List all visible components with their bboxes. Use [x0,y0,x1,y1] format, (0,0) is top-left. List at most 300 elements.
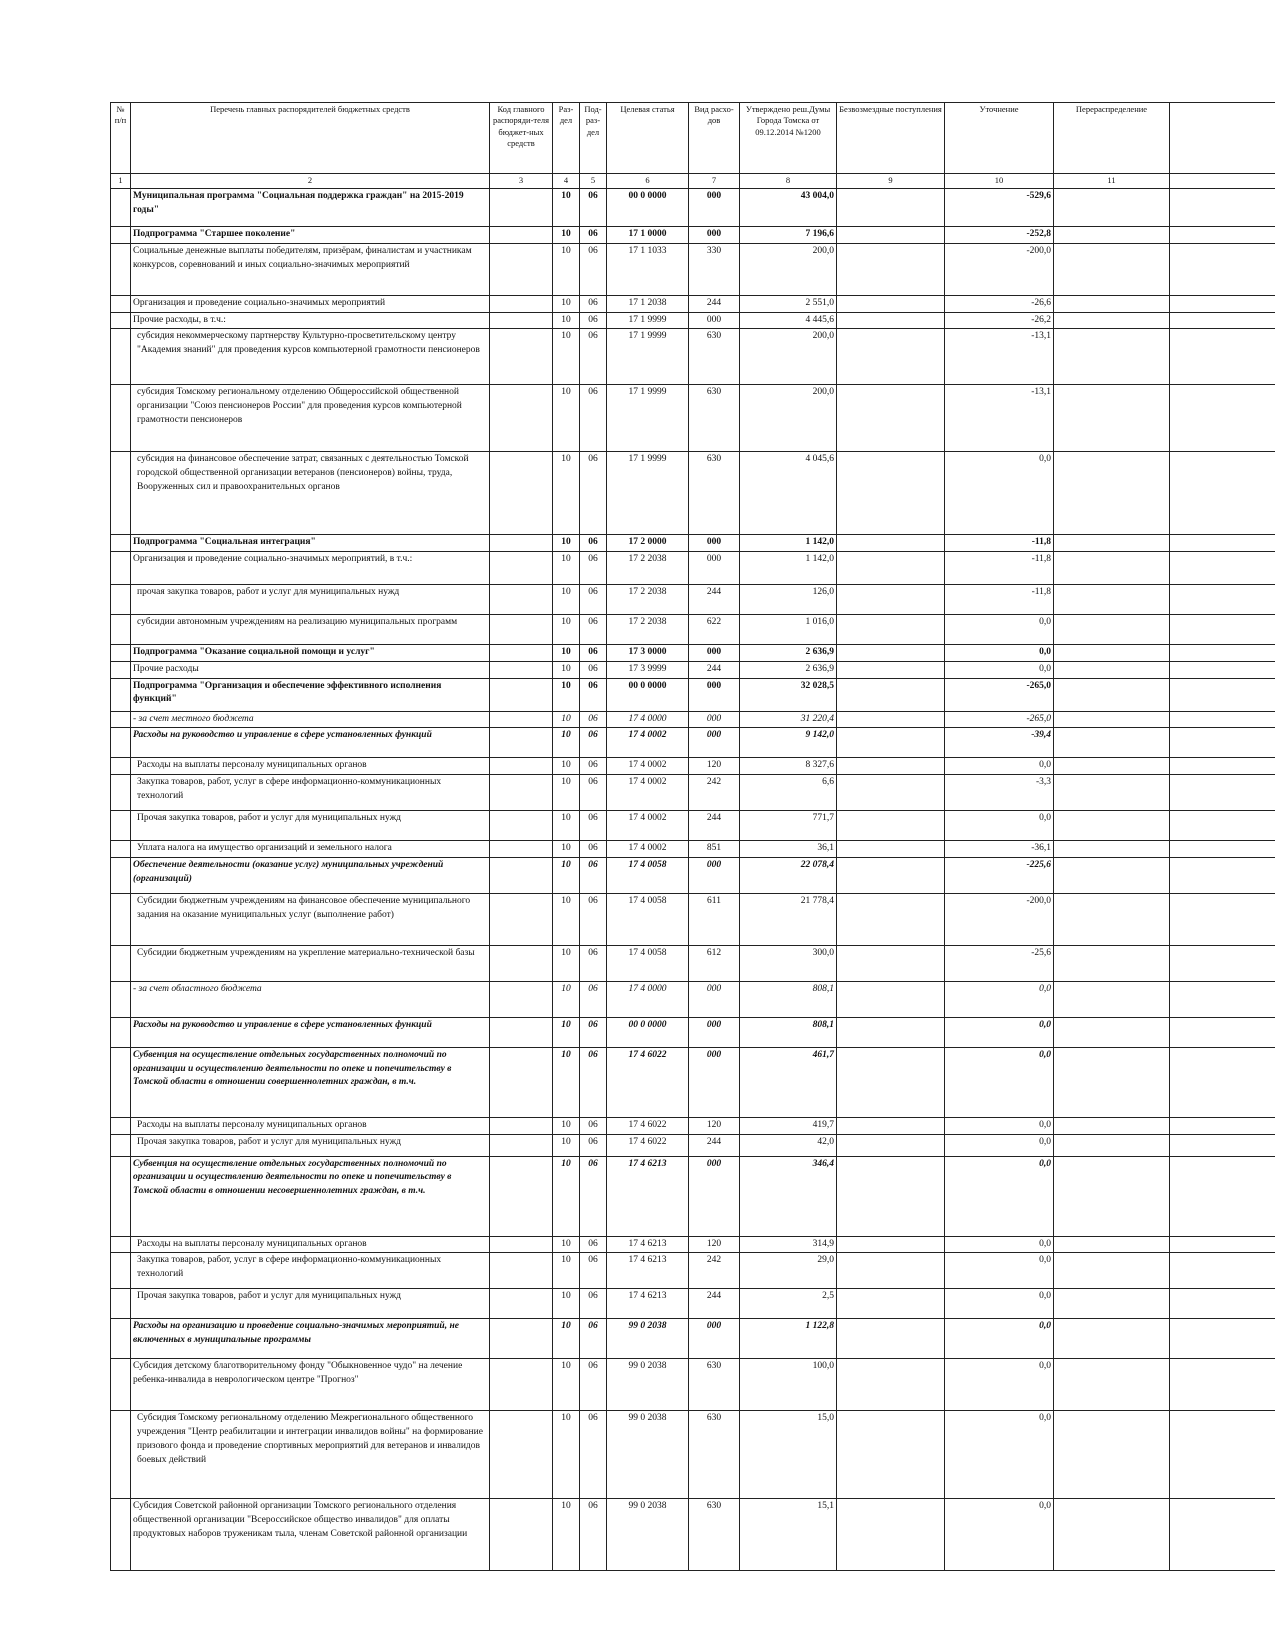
row-target-article: 17 4 6022 [607,1134,689,1156]
row-redistribution [1054,312,1170,329]
row-number [111,678,131,711]
row-grants [837,893,945,945]
row-approved-amount: 21 778,4 [740,893,837,945]
row-number [111,758,131,775]
row-extra [1170,535,1275,552]
row-number [111,775,131,811]
row-number [111,552,131,585]
row-extra [1170,552,1275,585]
row-number [111,535,131,552]
col-number: 10 [945,174,1054,189]
row-extra [1170,227,1275,244]
row-expense-type: 244 [689,295,740,312]
row-subsection: 06 [580,312,607,329]
row-expense-type: 244 [689,661,740,678]
row-expense-type: 000 [689,678,740,711]
row-target-article: 17 1 9999 [607,329,689,385]
row-approved-amount: 2,5 [740,1289,837,1319]
row-subsection: 06 [580,1117,607,1134]
row-expense-type: 000 [689,535,740,552]
row-manager-code [490,1134,553,1156]
row-manager-code [490,811,553,841]
row-grants [837,1156,945,1236]
row-subsection: 06 [580,758,607,775]
row-update-amount: -200,0 [945,243,1054,295]
row-expense-type: 630 [689,452,740,535]
table-row [111,585,1275,615]
row-redistribution [1054,841,1170,858]
row-approved-amount: 22 078,4 [740,857,837,893]
row-number [111,243,131,295]
row-redistribution [1054,981,1170,1017]
budget-table [110,102,1275,1571]
row-target-article: 99 0 2038 [607,1319,689,1359]
row-approved-amount: 200,0 [740,329,837,385]
row-extra [1170,1253,1275,1289]
col-header-grants: Безвозмездные поступления [837,103,945,174]
row-extra [1170,1411,1275,1499]
col-number: 3 [490,174,553,189]
row-redistribution [1054,585,1170,615]
row-grants [837,728,945,758]
row-redistribution [1054,945,1170,981]
row-manager-code [490,775,553,811]
col-header-section: Раз-дел [553,103,580,174]
row-section: 10 [553,1411,580,1499]
row-manager-code [490,552,553,585]
row-grants [837,678,945,711]
row-name: Субвенция на осуществление отдельных государственных полномочий по организации и осуществлению деятельности по опеке и попечительству в Томской области в отношении совершеннолетних граждан, в т.ч. [131,1047,490,1117]
row-number [111,189,131,227]
row-subsection: 06 [580,1017,607,1047]
row-target-article: 17 4 0002 [607,775,689,811]
row-name: Подпрограмма "Старшее поколение" [131,227,490,244]
row-update-amount: 0,0 [945,1117,1054,1134]
table-row [111,1047,1275,1117]
row-subsection: 06 [580,893,607,945]
row-section: 10 [553,1156,580,1236]
row-manager-code [490,189,553,227]
row-name: субсидия Томскому региональному отделению Общероссийской общественной организации "Союз пенсионеров России" для проведения курсов компьютерной грамотности пенсионеров [131,385,490,452]
row-approved-amount: 2 636,9 [740,661,837,678]
row-target-article: 99 0 2038 [607,1359,689,1411]
row-subsection: 06 [580,1253,607,1289]
row-target-article: 17 4 0002 [607,728,689,758]
row-update-amount: 0,0 [945,981,1054,1017]
row-target-article: 00 0 0000 [607,1017,689,1047]
row-expense-type: 630 [689,1499,740,1571]
row-number [111,1134,131,1156]
row-redistribution [1054,1411,1170,1499]
row-manager-code [490,1289,553,1319]
row-name: Организация и проведение социально-значимых мероприятий, в т.ч.: [131,552,490,585]
table-row [111,1253,1275,1289]
row-target-article: 17 2 0000 [607,535,689,552]
row-number [111,1289,131,1319]
row-approved-amount: 1 142,0 [740,552,837,585]
row-approved-amount: 200,0 [740,243,837,295]
row-grants [837,841,945,858]
row-manager-code [490,452,553,535]
table-row [111,1117,1275,1134]
row-extra [1170,1289,1275,1319]
row-manager-code [490,535,553,552]
row-target-article: 17 4 0002 [607,758,689,775]
row-extra [1170,452,1275,535]
row-manager-code [490,711,553,728]
row-approved-amount: 314,9 [740,1236,837,1253]
row-target-article: 17 4 6213 [607,1156,689,1236]
row-approved-amount: 126,0 [740,585,837,615]
row-number [111,312,131,329]
row-manager-code [490,1236,553,1253]
row-manager-code [490,329,553,385]
row-extra [1170,857,1275,893]
row-expense-type: 120 [689,758,740,775]
row-name: Расходы на выплаты персоналу муниципальных органов [131,1236,490,1253]
row-subsection: 06 [580,329,607,385]
row-update-amount: 0,0 [945,645,1054,662]
row-approved-amount: 15,1 [740,1499,837,1571]
table-row [111,811,1275,841]
row-manager-code [490,1499,553,1571]
row-approved-amount: 29,0 [740,1253,837,1289]
table-row [111,329,1275,385]
row-expense-type: 244 [689,1134,740,1156]
row-redistribution [1054,893,1170,945]
row-section: 10 [553,1289,580,1319]
row-update-amount: -252,8 [945,227,1054,244]
row-extra [1170,758,1275,775]
row-expense-type: 000 [689,728,740,758]
row-name: Субсидии бюджетным учреждениям на финансовое обеспечение муниципального задания на оказание муниципальных услуг (выполнение работ) [131,893,490,945]
row-number [111,645,131,662]
row-name: Организация и проведение социально-значимых мероприятий [131,295,490,312]
row-grants [837,329,945,385]
row-subsection: 06 [580,585,607,615]
row-subsection: 06 [580,1134,607,1156]
row-approved-amount: 15,0 [740,1411,837,1499]
row-name: Закупка товаров, работ, услуг в сфере информационно-коммуникационных технологий [131,1253,490,1289]
row-section: 10 [553,758,580,775]
row-expense-type: 622 [689,615,740,645]
row-grants [837,1253,945,1289]
table-row [111,1411,1275,1499]
row-grants [837,295,945,312]
row-redistribution [1054,535,1170,552]
col-number: 8 [740,174,837,189]
row-extra [1170,295,1275,312]
row-name: Закупка товаров, работ, услуг в сфере информационно-коммуникационных технологий [131,775,490,811]
row-section: 10 [553,243,580,295]
row-section: 10 [553,841,580,858]
row-section: 10 [553,1047,580,1117]
row-number [111,841,131,858]
row-redistribution [1054,227,1170,244]
row-section: 10 [553,552,580,585]
row-update-amount: -3,3 [945,775,1054,811]
row-name: прочая закупка товаров, работ и услуг для муниципальных нужд [131,585,490,615]
row-update-amount: -265,0 [945,711,1054,728]
row-approved-amount: 419,7 [740,1117,837,1134]
row-subsection: 06 [580,1359,607,1411]
table-row [111,758,1275,775]
row-subsection: 06 [580,1319,607,1359]
row-approved-amount: 8 327,6 [740,758,837,775]
table-row [111,645,1275,662]
row-redistribution [1054,1117,1170,1134]
row-target-article: 17 1 0000 [607,227,689,244]
row-manager-code [490,841,553,858]
row-grants [837,1499,945,1571]
row-target-article: 17 4 6213 [607,1236,689,1253]
row-target-article: 17 1 9999 [607,452,689,535]
row-subsection: 06 [580,711,607,728]
row-target-article: 17 4 0002 [607,811,689,841]
table-row [111,893,1275,945]
table-row [111,678,1275,711]
table-row [111,775,1275,811]
table-header-row [111,103,1275,174]
row-expense-type: 000 [689,1156,740,1236]
row-subsection: 06 [580,1236,607,1253]
row-grants [837,452,945,535]
row-grants [837,711,945,728]
row-expense-type: 244 [689,1289,740,1319]
col-header-number: № п/п [111,103,131,174]
row-name: - за счет областного бюджета [131,981,490,1017]
table-row [111,661,1275,678]
row-expense-type: 630 [689,329,740,385]
row-expense-type: 000 [689,1017,740,1047]
row-subsection: 06 [580,661,607,678]
row-target-article: 17 2 2038 [607,615,689,645]
table-row [111,227,1275,244]
row-expense-type: 120 [689,1236,740,1253]
row-target-article: 17 4 0058 [607,893,689,945]
row-section: 10 [553,1319,580,1359]
row-section: 10 [553,1359,580,1411]
col-number: 1 [111,174,131,189]
row-extra [1170,1017,1275,1047]
row-target-article: 99 0 2038 [607,1499,689,1571]
row-grants [837,811,945,841]
row-update-amount: 0,0 [945,1134,1054,1156]
row-manager-code [490,758,553,775]
row-approved-amount: 2 551,0 [740,295,837,312]
row-update-amount: -13,1 [945,329,1054,385]
row-approved-amount: 808,1 [740,1017,837,1047]
row-subsection: 06 [580,189,607,227]
row-extra [1170,1319,1275,1359]
row-redistribution [1054,1156,1170,1236]
row-number [111,1117,131,1134]
row-extra [1170,841,1275,858]
row-section: 10 [553,678,580,711]
row-expense-type: 000 [689,552,740,585]
row-target-article: 17 4 0058 [607,945,689,981]
table-row [111,1289,1275,1319]
row-extra [1170,775,1275,811]
row-number [111,452,131,535]
row-grants [837,775,945,811]
row-redistribution [1054,1134,1170,1156]
row-target-article: 17 4 0002 [607,841,689,858]
table-row [111,981,1275,1017]
row-update-amount: -13,1 [945,385,1054,452]
row-grants [837,645,945,662]
row-section: 10 [553,661,580,678]
row-grants [837,615,945,645]
row-update-amount: 0,0 [945,452,1054,535]
row-grants [837,385,945,452]
row-extra [1170,385,1275,452]
row-update-amount: -26,2 [945,312,1054,329]
row-section: 10 [553,535,580,552]
table-row [111,452,1275,535]
row-extra [1170,981,1275,1017]
row-grants [837,585,945,615]
col-number: 11 [1054,174,1170,189]
row-target-article: 99 0 2038 [607,1411,689,1499]
row-redistribution [1054,1359,1170,1411]
row-manager-code [490,585,553,615]
row-target-article: 17 1 9999 [607,385,689,452]
row-grants [837,945,945,981]
row-update-amount: -11,8 [945,535,1054,552]
row-grants [837,243,945,295]
row-extra [1170,1047,1275,1117]
row-update-amount: -11,8 [945,552,1054,585]
row-redistribution [1054,758,1170,775]
row-manager-code [490,728,553,758]
row-subsection: 06 [580,535,607,552]
row-number [111,1236,131,1253]
row-update-amount: 0,0 [945,661,1054,678]
row-approved-amount: 100,0 [740,1359,837,1411]
row-grants [837,1047,945,1117]
row-name: Прочая закупка товаров, работ и услуг для муниципальных нужд [131,1289,490,1319]
table-row [111,535,1275,552]
row-redistribution [1054,678,1170,711]
row-subsection: 06 [580,1411,607,1499]
row-section: 10 [553,711,580,728]
row-approved-amount: 2 636,9 [740,645,837,662]
row-subsection: 06 [580,243,607,295]
col-header-expense-type: Вид расхо-дов [689,103,740,174]
row-section: 10 [553,329,580,385]
row-approved-amount: 808,1 [740,981,837,1017]
row-redistribution [1054,661,1170,678]
row-expense-type: 000 [689,227,740,244]
row-update-amount: 0,0 [945,1156,1054,1236]
row-subsection: 06 [580,945,607,981]
row-grants [837,227,945,244]
table-row [111,728,1275,758]
row-name: Подпрограмма "Организация и обеспечение эффективного исполнения функций" [131,678,490,711]
row-section: 10 [553,1017,580,1047]
row-approved-amount: 1 142,0 [740,535,837,552]
row-section: 10 [553,189,580,227]
row-approved-amount: 6,6 [740,775,837,811]
row-subsection: 06 [580,678,607,711]
row-update-amount: -26,6 [945,295,1054,312]
row-expense-type: 000 [689,645,740,662]
table-row [111,1359,1275,1411]
col-number: 4 [553,174,580,189]
row-update-amount: -265,0 [945,678,1054,711]
row-extra [1170,1134,1275,1156]
row-approved-amount: 36,1 [740,841,837,858]
row-grants [837,1411,945,1499]
row-target-article: 17 4 0000 [607,981,689,1017]
row-subsection: 06 [580,857,607,893]
row-section: 10 [553,728,580,758]
row-expense-type: 612 [689,945,740,981]
row-extra [1170,1156,1275,1236]
row-manager-code [490,857,553,893]
row-approved-amount: 9 142,0 [740,728,837,758]
row-name: Субсидии бюджетным учреждениям на укрепление материально-технической базы [131,945,490,981]
row-redistribution [1054,1499,1170,1571]
row-manager-code [490,1156,553,1236]
row-grants [837,1117,945,1134]
row-name: Субвенция на осуществление отдельных государственных полномочий по организации и осуществлению деятельности по опеке и попечительству в Томской области в отношении несовершеннолетних граждан, в т.ч. [131,1156,490,1236]
row-grants [837,981,945,1017]
row-name: Расходы на руководство и управление в сфере установленных функций [131,1017,490,1047]
row-section: 10 [553,295,580,312]
row-target-article: 17 3 0000 [607,645,689,662]
row-redistribution [1054,329,1170,385]
row-expense-type: 630 [689,385,740,452]
row-manager-code [490,945,553,981]
row-approved-amount: 4 445,6 [740,312,837,329]
row-redistribution [1054,189,1170,227]
row-manager-code [490,1359,553,1411]
row-target-article: 17 3 9999 [607,661,689,678]
col-header-extra [1170,103,1275,174]
row-name: Расходы на выплаты персоналу муниципальных органов [131,758,490,775]
row-update-amount: 0,0 [945,1047,1054,1117]
row-update-amount: -529,6 [945,189,1054,227]
col-header-name: Перечень главных распорядителей бюджетных средств [131,103,490,174]
row-redistribution [1054,452,1170,535]
row-extra [1170,1359,1275,1411]
row-name: Субсидия Томскому региональному отделению Межрегионального общественного учреждения "Центр реабилитации и интеграции инвалидов войны" на формирование призового фонда и проведение спортивных мероприятий для ветеранов и инвалидов боевых действий [131,1411,490,1499]
row-grants [837,1134,945,1156]
table-row [111,552,1275,585]
row-update-amount: -25,6 [945,945,1054,981]
row-section: 10 [553,1499,580,1571]
row-expense-type: 000 [689,711,740,728]
row-extra [1170,728,1275,758]
row-extra [1170,243,1275,295]
row-approved-amount: 1 016,0 [740,615,837,645]
row-grants [837,312,945,329]
row-manager-code [490,645,553,662]
row-target-article: 17 4 6022 [607,1047,689,1117]
table-row [111,945,1275,981]
table-row [111,615,1275,645]
row-section: 10 [553,585,580,615]
row-approved-amount: 461,7 [740,1047,837,1117]
row-section: 10 [553,1236,580,1253]
row-name: Прочая закупка товаров, работ и услуг для муниципальных нужд [131,811,490,841]
row-name: Расходы на выплаты персоналу муниципальных органов [131,1117,490,1134]
table-row [111,189,1275,227]
row-grants [837,1319,945,1359]
row-redistribution [1054,775,1170,811]
